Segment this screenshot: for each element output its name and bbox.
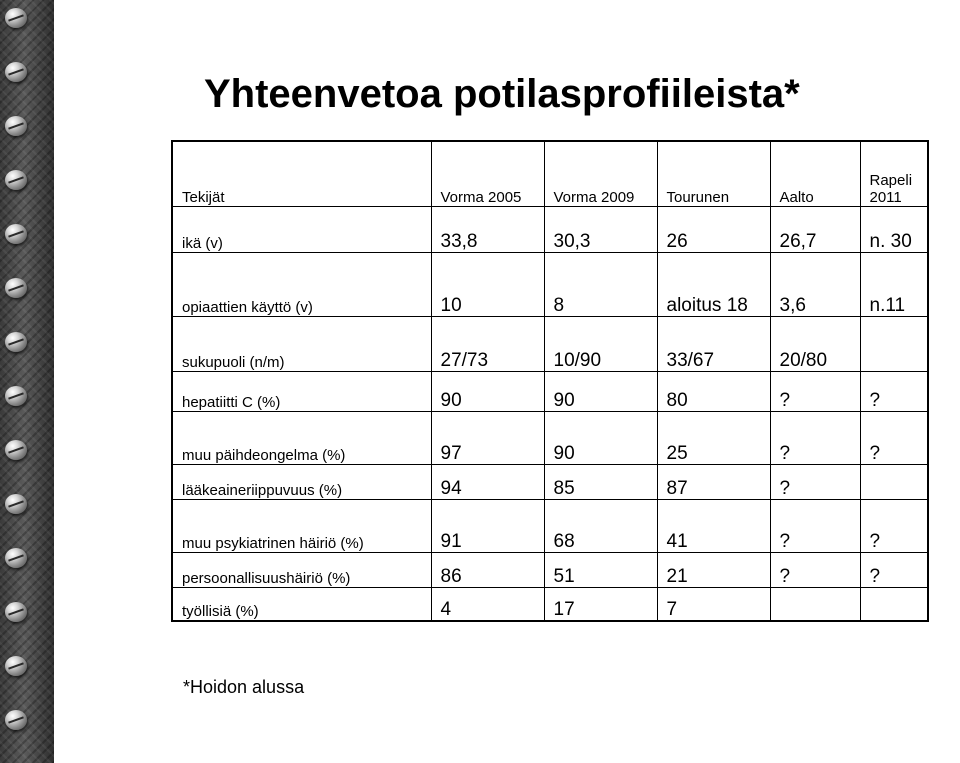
table-cell: 68 [544,499,657,552]
table-header-row [172,141,928,206]
table-cell: 97 [431,411,544,464]
table-cell: ? [770,552,860,587]
table-cell: ? [770,464,860,499]
table-row [172,206,928,252]
table-cell: 80 [657,371,770,411]
table-cell: 8 [544,252,657,316]
table-cell [770,587,860,621]
column-header-source: Aalto [770,141,860,206]
row-label: sukupuoli (n/m) [172,316,431,371]
row-label: muu päihdeongelma (%) [172,411,431,464]
table-row [172,587,928,621]
table-cell: 10/90 [544,316,657,371]
bolt-icon [5,332,27,352]
bolt-icon [5,602,27,622]
table-cell: 25 [657,411,770,464]
patient-profile-table [171,140,929,622]
table-cell: 21 [657,552,770,587]
table-row [172,499,928,552]
table-cell: 33/67 [657,316,770,371]
bolt-icon [5,386,27,406]
bolt-icon [5,62,27,82]
table-row [172,411,928,464]
table-cell: ? [860,371,928,411]
table-cell: 17 [544,587,657,621]
table-cell: 41 [657,499,770,552]
table-cell: 85 [544,464,657,499]
table-cell: 27/73 [431,316,544,371]
table-cell [860,587,928,621]
column-header-source: Tourunen [657,141,770,206]
table-cell [860,464,928,499]
bolt-icon [5,8,27,28]
table-row [172,252,928,316]
row-label: lääkeaineriippuvuus (%) [172,464,431,499]
table-cell: 90 [544,371,657,411]
table-cell: n.11 [860,252,928,316]
bolt-icon [5,278,27,298]
table-cell: 26,7 [770,206,860,252]
table-cell: 20/80 [770,316,860,371]
bolt-icon [5,224,27,244]
footnote: *Hoidon alussa [183,677,305,697]
table-cell: ? [860,411,928,464]
row-label: työllisiä (%) [172,587,431,621]
table-cell: ? [770,499,860,552]
table-row [172,464,928,499]
table-cell: 30,3 [544,206,657,252]
table-cell: ? [770,371,860,411]
page-title: Yhteenvetoa potilasprofiileista* [204,72,800,116]
row-label: hepatiitti C (%) [172,371,431,411]
table-cell: 26 [657,206,770,252]
column-header-tekijat: Tekijät [172,141,431,206]
bolt-icon [5,710,27,730]
bolt-icon [5,494,27,514]
table-cell: 94 [431,464,544,499]
table-cell: 86 [431,552,544,587]
table-cell: 90 [431,371,544,411]
row-label: muu psykiatrinen häiriö (%) [172,499,431,552]
bolt-icon [5,116,27,136]
table-cell: 87 [657,464,770,499]
table-cell [860,316,928,371]
column-header-source: Vorma 2005 [431,141,544,206]
table-cell: 4 [431,587,544,621]
table-cell: ? [860,552,928,587]
table-cell: 10 [431,252,544,316]
table-cell: 91 [431,499,544,552]
table-row [172,552,928,587]
table-cell: 33,8 [431,206,544,252]
decorative-metal-rail [0,0,54,763]
row-label: persoonallisuushäiriö (%) [172,552,431,587]
table-cell: 90 [544,411,657,464]
column-header-source: Rapeli 2011 [860,141,928,206]
table-cell: aloitus 18 [657,252,770,316]
table-row [172,371,928,411]
table-row [172,316,928,371]
bolt-icon [5,548,27,568]
row-label: opiaattien käyttö (v) [172,252,431,316]
row-label: ikä (v) [172,206,431,252]
bolt-icon [5,656,27,676]
table-cell: 3,6 [770,252,860,316]
table-cell: 51 [544,552,657,587]
table-cell: ? [860,499,928,552]
table-cell: 7 [657,587,770,621]
table-cell: n. 30 [860,206,928,252]
table-cell: ? [770,411,860,464]
bolt-icon [5,170,27,190]
bolt-icon [5,440,27,460]
column-header-source: Vorma 2009 [544,141,657,206]
